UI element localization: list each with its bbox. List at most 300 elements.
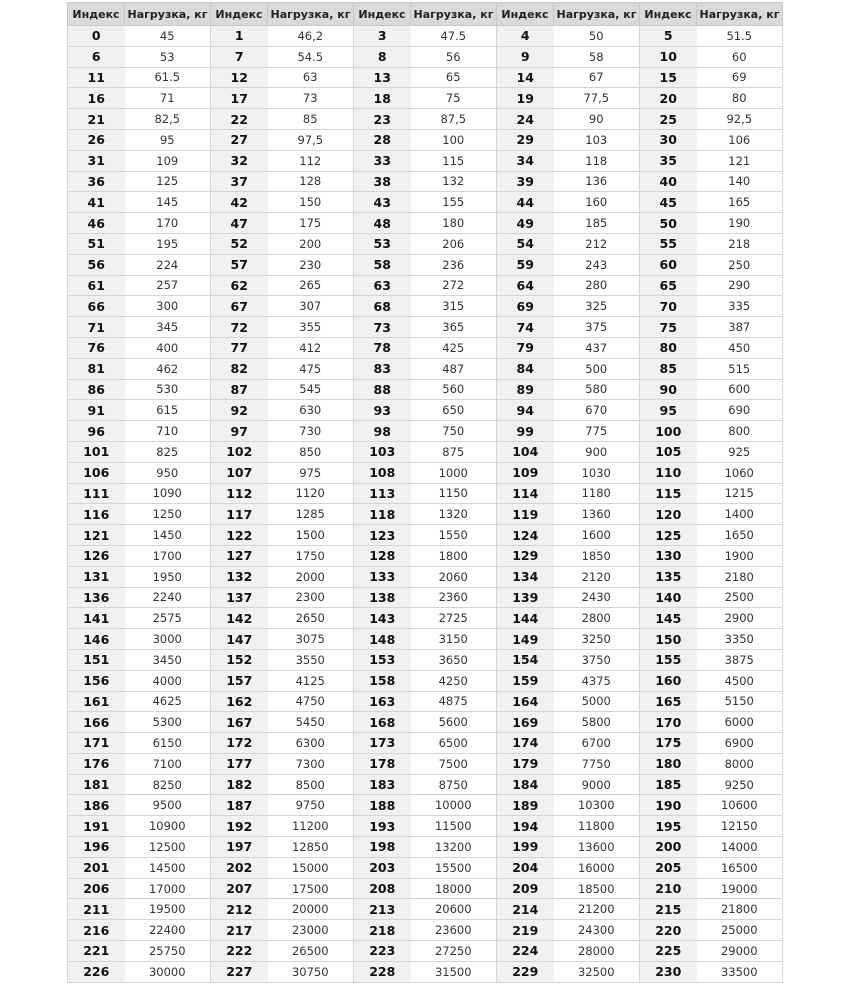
load-kg-cell: 51.5	[697, 26, 783, 47]
table-row	[68, 275, 783, 296]
load-index-cell: 55	[640, 233, 697, 254]
load-kg-cell: 190	[697, 213, 783, 234]
table-row	[68, 899, 783, 920]
load-index-cell: 105	[640, 441, 697, 462]
load-index-cell: 215	[640, 899, 697, 920]
load-kg-cell: 515	[697, 358, 783, 379]
load-kg-cell: 47.5	[411, 26, 497, 47]
load-index-cell: 190	[640, 795, 697, 816]
load-kg-cell: 2650	[268, 608, 354, 629]
load-kg-cell: 1060	[697, 462, 783, 483]
load-index-cell: 136	[68, 587, 125, 608]
table-row	[68, 857, 783, 878]
table-row	[68, 629, 783, 650]
load-kg-cell: 85	[268, 109, 354, 130]
load-index-cell: 42	[211, 192, 268, 213]
load-kg-cell: 545	[268, 379, 354, 400]
load-kg-cell: 128	[268, 171, 354, 192]
load-index-cell: 0	[68, 26, 125, 47]
load-index-cell: 87	[211, 379, 268, 400]
table-row	[68, 46, 783, 67]
load-index-cell: 86	[68, 379, 125, 400]
load-index-cell: 97	[211, 421, 268, 442]
load-kg-cell: 2120	[554, 566, 640, 587]
table-row	[68, 317, 783, 338]
load-kg-cell: 1800	[411, 545, 497, 566]
load-kg-cell: 10900	[125, 816, 211, 837]
load-kg-cell: 180	[411, 213, 497, 234]
table-row	[68, 733, 783, 754]
load-kg-cell: 121	[697, 150, 783, 171]
load-index-cell: 34	[497, 150, 554, 171]
load-kg-cell: 2430	[554, 587, 640, 608]
load-index-cell: 17	[211, 88, 268, 109]
load-index-cell: 123	[354, 525, 411, 546]
load-kg-cell: 600	[697, 379, 783, 400]
table-row	[68, 88, 783, 109]
load-kg-cell: 3075	[268, 629, 354, 650]
load-index-cell: 100	[640, 421, 697, 442]
load-index-cell: 188	[354, 795, 411, 816]
load-index-cell: 75	[640, 317, 697, 338]
load-index-cell: 7	[211, 46, 268, 67]
load-index-cell: 13	[354, 67, 411, 88]
load-index-cell: 177	[211, 753, 268, 774]
load-index-cell: 15	[640, 67, 697, 88]
column-header-index: Индекс	[497, 3, 554, 26]
load-index-cell: 45	[640, 192, 697, 213]
load-kg-cell: 375	[554, 317, 640, 338]
load-index-cell: 182	[211, 774, 268, 795]
load-index-cell: 221	[68, 941, 125, 962]
load-kg-cell: 1180	[554, 483, 640, 504]
table-row	[68, 150, 783, 171]
load-kg-cell: 800	[697, 421, 783, 442]
load-kg-cell: 560	[411, 379, 497, 400]
load-index-cell: 27	[211, 129, 268, 150]
load-kg-cell: 710	[125, 421, 211, 442]
load-index-cell: 145	[640, 608, 697, 629]
table-row	[68, 213, 783, 234]
load-index-cell: 80	[640, 337, 697, 358]
load-kg-cell: 4750	[268, 691, 354, 712]
column-header-load: Нагрузка, кг	[554, 3, 640, 26]
load-kg-cell: 90	[554, 109, 640, 130]
load-index-cell: 67	[211, 296, 268, 317]
load-kg-cell: 92,5	[697, 109, 783, 130]
load-kg-cell: 272	[411, 275, 497, 296]
load-index-cell: 133	[354, 566, 411, 587]
load-index-cell: 211	[68, 899, 125, 920]
load-kg-cell: 4250	[411, 670, 497, 691]
load-index-cell: 212	[211, 899, 268, 920]
load-index-cell: 170	[640, 712, 697, 733]
table-row	[68, 254, 783, 275]
table-body	[68, 26, 783, 983]
load-kg-cell: 7750	[554, 753, 640, 774]
load-index-cell: 38	[354, 171, 411, 192]
load-index-cell: 46	[68, 213, 125, 234]
load-kg-cell: 21200	[554, 899, 640, 920]
load-index-cell: 202	[211, 857, 268, 878]
load-kg-cell: 170	[125, 213, 211, 234]
load-kg-cell: 20000	[268, 899, 354, 920]
load-kg-cell: 3450	[125, 649, 211, 670]
load-kg-cell: 3250	[554, 629, 640, 650]
load-kg-cell: 75	[411, 88, 497, 109]
load-index-table	[67, 2, 783, 983]
table-row	[68, 608, 783, 629]
load-index-cell: 119	[497, 504, 554, 525]
load-index-cell: 220	[640, 920, 697, 941]
load-index-cell: 23	[354, 109, 411, 130]
load-index-cell: 95	[640, 400, 697, 421]
load-index-cell: 18	[354, 88, 411, 109]
load-index-cell: 148	[354, 629, 411, 650]
load-kg-cell: 2500	[697, 587, 783, 608]
load-index-cell: 78	[354, 337, 411, 358]
load-index-cell: 10	[640, 46, 697, 67]
load-index-cell: 26	[68, 129, 125, 150]
load-kg-cell: 650	[411, 400, 497, 421]
load-kg-cell: 1950	[125, 566, 211, 587]
load-kg-cell: 14000	[697, 837, 783, 858]
load-kg-cell: 6900	[697, 733, 783, 754]
load-index-cell: 81	[68, 358, 125, 379]
load-index-cell: 218	[354, 920, 411, 941]
load-kg-cell: 95	[125, 129, 211, 150]
column-header-load: Нагрузка, кг	[411, 3, 497, 26]
load-kg-cell: 5800	[554, 712, 640, 733]
table-row	[68, 421, 783, 442]
load-kg-cell: 425	[411, 337, 497, 358]
load-index-cell: 73	[354, 317, 411, 338]
load-index-cell: 28	[354, 129, 411, 150]
load-index-cell: 76	[68, 337, 125, 358]
load-kg-cell: 2900	[697, 608, 783, 629]
load-kg-cell: 7300	[268, 753, 354, 774]
table-row	[68, 649, 783, 670]
load-index-cell: 153	[354, 649, 411, 670]
load-kg-cell: 61.5	[125, 67, 211, 88]
load-kg-cell: 615	[125, 400, 211, 421]
table-row	[68, 129, 783, 150]
load-index-cell: 77	[211, 337, 268, 358]
load-index-cell: 66	[68, 296, 125, 317]
load-index-cell: 61	[68, 275, 125, 296]
load-kg-cell: 3350	[697, 629, 783, 650]
load-kg-cell: 3000	[125, 629, 211, 650]
load-kg-cell: 750	[411, 421, 497, 442]
load-kg-cell: 5150	[697, 691, 783, 712]
load-kg-cell: 2575	[125, 608, 211, 629]
load-kg-cell: 17500	[268, 878, 354, 899]
load-index-cell: 16	[68, 88, 125, 109]
table-row	[68, 525, 783, 546]
table-row	[68, 961, 783, 982]
load-index-cell: 197	[211, 837, 268, 858]
load-index-cell: 126	[68, 545, 125, 566]
load-index-cell: 225	[640, 941, 697, 962]
load-index-cell: 131	[68, 566, 125, 587]
load-kg-cell: 1285	[268, 504, 354, 525]
load-kg-cell: 2300	[268, 587, 354, 608]
column-header-index: Индекс	[211, 3, 268, 26]
load-kg-cell: 437	[554, 337, 640, 358]
table-row	[68, 753, 783, 774]
load-index-cell: 63	[354, 275, 411, 296]
load-kg-cell: 335	[697, 296, 783, 317]
load-index-cell: 50	[640, 213, 697, 234]
load-kg-cell: 155	[411, 192, 497, 213]
load-index-cell: 228	[354, 961, 411, 982]
load-index-cell: 68	[354, 296, 411, 317]
load-index-cell: 117	[211, 504, 268, 525]
load-index-cell: 169	[497, 712, 554, 733]
table-row	[68, 920, 783, 941]
load-index-cell: 156	[68, 670, 125, 691]
load-kg-cell: 145	[125, 192, 211, 213]
load-index-cell: 11	[68, 67, 125, 88]
load-index-cell: 230	[640, 961, 697, 982]
load-kg-cell: 12850	[268, 837, 354, 858]
load-kg-cell: 5450	[268, 712, 354, 733]
load-index-cell: 32	[211, 150, 268, 171]
load-index-cell: 191	[68, 816, 125, 837]
load-kg-cell: 4875	[411, 691, 497, 712]
table-row	[68, 691, 783, 712]
load-index-cell: 162	[211, 691, 268, 712]
load-index-cell: 127	[211, 545, 268, 566]
load-index-cell: 152	[211, 649, 268, 670]
load-index-cell: 204	[497, 857, 554, 878]
load-index-cell: 200	[640, 837, 697, 858]
load-kg-cell: 16500	[697, 857, 783, 878]
load-kg-cell: 9250	[697, 774, 783, 795]
load-index-cell: 174	[497, 733, 554, 754]
load-kg-cell: 925	[697, 441, 783, 462]
load-kg-cell: 230	[268, 254, 354, 275]
table-row	[68, 483, 783, 504]
load-index-cell: 52	[211, 233, 268, 254]
table-row	[68, 67, 783, 88]
load-index-cell: 179	[497, 753, 554, 774]
load-kg-cell: 1000	[411, 462, 497, 483]
load-kg-cell: 1450	[125, 525, 211, 546]
load-index-cell: 122	[211, 525, 268, 546]
load-kg-cell: 345	[125, 317, 211, 338]
load-kg-cell: 1750	[268, 545, 354, 566]
load-index-cell: 196	[68, 837, 125, 858]
load-index-cell: 60	[640, 254, 697, 275]
load-kg-cell: 60	[697, 46, 783, 67]
load-index-cell: 8	[354, 46, 411, 67]
load-kg-cell: 9000	[554, 774, 640, 795]
load-kg-cell: 6300	[268, 733, 354, 754]
load-index-cell: 9	[497, 46, 554, 67]
load-index-cell: 171	[68, 733, 125, 754]
load-index-cell: 40	[640, 171, 697, 192]
load-kg-cell: 236	[411, 254, 497, 275]
load-index-cell: 62	[211, 275, 268, 296]
load-kg-cell: 580	[554, 379, 640, 400]
load-kg-cell: 106	[697, 129, 783, 150]
load-kg-cell: 132	[411, 171, 497, 192]
load-index-cell: 173	[354, 733, 411, 754]
load-index-cell: 159	[497, 670, 554, 691]
load-index-cell: 57	[211, 254, 268, 275]
load-index-cell: 103	[354, 441, 411, 462]
table-row	[68, 670, 783, 691]
load-kg-cell: 118	[554, 150, 640, 171]
load-kg-cell: 690	[697, 400, 783, 421]
load-index-cell: 193	[354, 816, 411, 837]
load-kg-cell: 1400	[697, 504, 783, 525]
load-index-cell: 195	[640, 816, 697, 837]
load-index-cell: 35	[640, 150, 697, 171]
load-index-cell: 51	[68, 233, 125, 254]
load-index-cell: 82	[211, 358, 268, 379]
load-index-cell: 135	[640, 566, 697, 587]
load-kg-cell: 17000	[125, 878, 211, 899]
load-index-cell: 129	[497, 545, 554, 566]
table-row	[68, 545, 783, 566]
load-index-cell: 226	[68, 961, 125, 982]
load-kg-cell: 45	[125, 26, 211, 47]
table-row	[68, 400, 783, 421]
load-kg-cell: 670	[554, 400, 640, 421]
load-index-cell: 90	[640, 379, 697, 400]
load-kg-cell: 77,5	[554, 88, 640, 109]
load-kg-cell: 58	[554, 46, 640, 67]
load-index-cell: 25	[640, 109, 697, 130]
load-index-cell: 121	[68, 525, 125, 546]
load-kg-cell: 33500	[697, 961, 783, 982]
load-kg-cell: 56	[411, 46, 497, 67]
load-kg-cell: 6500	[411, 733, 497, 754]
load-index-cell: 19	[497, 88, 554, 109]
load-kg-cell: 125	[125, 171, 211, 192]
load-kg-cell: 10600	[697, 795, 783, 816]
load-kg-cell: 1090	[125, 483, 211, 504]
load-index-cell: 108	[354, 462, 411, 483]
load-kg-cell: 19000	[697, 878, 783, 899]
load-index-cell: 201	[68, 857, 125, 878]
load-kg-cell: 530	[125, 379, 211, 400]
load-kg-cell: 387	[697, 317, 783, 338]
load-index-cell: 6	[68, 46, 125, 67]
load-kg-cell: 7100	[125, 753, 211, 774]
load-index-cell: 150	[640, 629, 697, 650]
table-row	[68, 462, 783, 483]
load-kg-cell: 3550	[268, 649, 354, 670]
load-index-cell: 59	[497, 254, 554, 275]
load-index-cell: 120	[640, 504, 697, 525]
load-index-cell: 165	[640, 691, 697, 712]
load-kg-cell: 224	[125, 254, 211, 275]
column-header-load: Нагрузка, кг	[125, 3, 211, 26]
load-kg-cell: 87,5	[411, 109, 497, 130]
load-index-cell: 30	[640, 129, 697, 150]
load-kg-cell: 1650	[697, 525, 783, 546]
load-index-cell: 22	[211, 109, 268, 130]
load-index-cell: 113	[354, 483, 411, 504]
load-index-cell: 125	[640, 525, 697, 546]
load-kg-cell: 200	[268, 233, 354, 254]
table-row	[68, 774, 783, 795]
load-index-cell: 99	[497, 421, 554, 442]
load-index-cell: 224	[497, 941, 554, 962]
load-kg-cell: 355	[268, 317, 354, 338]
load-index-cell: 54	[497, 233, 554, 254]
load-index-cell: 24	[497, 109, 554, 130]
load-index-cell: 69	[497, 296, 554, 317]
load-kg-cell: 46,2	[268, 26, 354, 47]
load-kg-cell: 136	[554, 171, 640, 192]
load-index-cell: 160	[640, 670, 697, 691]
load-kg-cell: 487	[411, 358, 497, 379]
load-kg-cell: 25750	[125, 941, 211, 962]
load-index-cell: 124	[497, 525, 554, 546]
load-kg-cell: 112	[268, 150, 354, 171]
load-index-cell: 101	[68, 441, 125, 462]
load-index-cell: 149	[497, 629, 554, 650]
table-row	[68, 566, 783, 587]
load-index-cell: 183	[354, 774, 411, 795]
load-kg-cell: 71	[125, 88, 211, 109]
load-index-cell: 210	[640, 878, 697, 899]
load-kg-cell: 115	[411, 150, 497, 171]
load-kg-cell: 80	[697, 88, 783, 109]
load-kg-cell: 100	[411, 129, 497, 150]
load-kg-cell: 4625	[125, 691, 211, 712]
load-index-cell: 198	[354, 837, 411, 858]
load-index-cell: 180	[640, 753, 697, 774]
table-row	[68, 587, 783, 608]
load-index-cell: 227	[211, 961, 268, 982]
load-index-cell: 168	[354, 712, 411, 733]
load-index-cell: 130	[640, 545, 697, 566]
load-index-cell: 111	[68, 483, 125, 504]
load-index-cell: 83	[354, 358, 411, 379]
load-index-cell: 96	[68, 421, 125, 442]
load-index-cell: 181	[68, 774, 125, 795]
table-row	[68, 109, 783, 130]
load-kg-cell: 3150	[411, 629, 497, 650]
load-index-cell: 29	[497, 129, 554, 150]
load-kg-cell: 30750	[268, 961, 354, 982]
table-row	[68, 504, 783, 525]
load-kg-cell: 730	[268, 421, 354, 442]
load-index-cell: 31	[68, 150, 125, 171]
load-index-cell: 106	[68, 462, 125, 483]
load-kg-cell: 150	[268, 192, 354, 213]
load-index-cell: 157	[211, 670, 268, 691]
load-kg-cell: 9750	[268, 795, 354, 816]
load-index-cell: 93	[354, 400, 411, 421]
load-kg-cell: 1150	[411, 483, 497, 504]
load-kg-cell: 8000	[697, 753, 783, 774]
load-kg-cell: 31500	[411, 961, 497, 982]
load-kg-cell: 195	[125, 233, 211, 254]
load-index-cell: 49	[497, 213, 554, 234]
load-index-cell: 116	[68, 504, 125, 525]
load-kg-cell: 6000	[697, 712, 783, 733]
load-index-cell: 154	[497, 649, 554, 670]
load-index-cell: 139	[497, 587, 554, 608]
load-index-cell: 128	[354, 545, 411, 566]
load-index-cell: 114	[497, 483, 554, 504]
